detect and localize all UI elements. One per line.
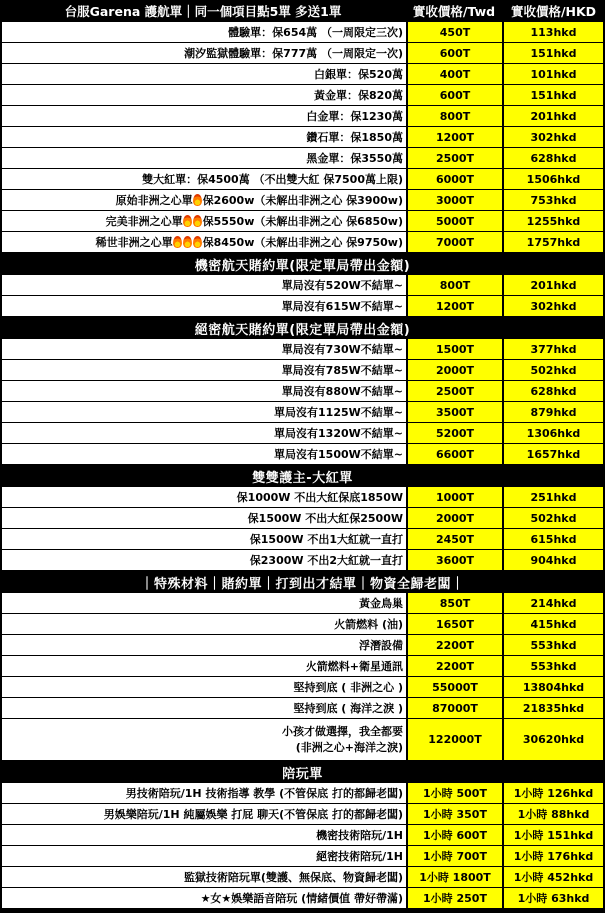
fire-icon [193, 194, 202, 206]
price-twd: 800T [408, 275, 502, 295]
price-row [0, 487, 605, 508]
fire-icon [183, 236, 192, 248]
price-hkd: 502hkd [504, 360, 603, 380]
price-hkd: 628hkd [504, 148, 603, 168]
section-title: 絕密航天賭約單(限定單局帶出金額) [194, 322, 411, 338]
price-row [0, 614, 605, 635]
item-name-prefix: 原始非洲之心單 [115, 194, 193, 207]
price-row [0, 635, 605, 656]
price-hkd: 1小時 88hkd [504, 804, 603, 824]
price-twd: 2200T [408, 635, 502, 655]
price-row [0, 360, 605, 381]
item-name: 監獄技術陪玩單(雙護、無保底、物資歸老闆) [2, 867, 406, 887]
price-twd: 5000T [408, 211, 502, 231]
fire-icon [173, 236, 182, 248]
price-row [0, 275, 605, 296]
price-table [0, 22, 605, 909]
price-row [0, 232, 605, 253]
fire-icon [193, 215, 202, 227]
item-name: 單局沒有785W不結單~ [2, 360, 406, 380]
price-hkd: 753hkd [504, 190, 603, 210]
price-row [0, 508, 605, 529]
item-name-suffix: 保5550w（未解出非洲之心 保6850w) [202, 215, 403, 228]
price-row [0, 296, 605, 317]
price-hkd: 1小時 126hkd [504, 783, 603, 803]
item-name: 火箭燃料 (油) [2, 614, 406, 634]
price-hkd: 302hkd [504, 296, 603, 316]
price-twd: 1小時 700T [408, 846, 502, 866]
item-name: 白銀單：保520萬 [2, 64, 406, 84]
price-twd: 3000T [408, 190, 502, 210]
price-row [0, 698, 605, 719]
price-twd: 1小時 1800T [408, 867, 502, 887]
item-name-prefix: 稀世非洲之心單 [95, 236, 173, 249]
price-row [0, 85, 605, 106]
col-header-hkd: 實收價格/HKD [510, 4, 597, 19]
price-hkd: 553hkd [504, 656, 603, 676]
price-hkd: 628hkd [504, 381, 603, 401]
price-twd: 7000T [408, 232, 502, 252]
item-name: 火箭燃料+衛星通訊 [2, 656, 406, 676]
price-twd: 450T [408, 22, 502, 42]
price-twd: 2450T [408, 529, 502, 549]
price-row [0, 656, 605, 677]
item-name: 體驗單：保654萬 （一周限定三次) [2, 22, 406, 42]
price-row [0, 43, 605, 64]
item-name: 浮潛設備 [2, 635, 406, 655]
price-row [0, 211, 605, 232]
price-row [0, 444, 605, 465]
item-name: 男技術陪玩/1H 技術指導 教學 (不管保底 打的都歸老闆) [2, 783, 406, 803]
price-twd: 400T [408, 64, 502, 84]
price-twd: 1000T [408, 487, 502, 507]
price-twd: 600T [408, 43, 502, 63]
price-hkd: 151hkd [504, 85, 603, 105]
price-twd: 2200T [408, 656, 502, 676]
price-hkd: 1小時 63hkd [504, 888, 603, 908]
price-twd: 1小時 600T [408, 825, 502, 845]
price-hkd: 21835hkd [504, 698, 603, 718]
price-twd: 3600T [408, 550, 502, 570]
section-title: 機密航天賭約單(限定單局帶出金額) [194, 258, 411, 274]
item-name: 單局沒有1500W不結單~ [2, 444, 406, 464]
item-name: 白金單：保1230萬 [2, 106, 406, 126]
price-twd: 122000T [408, 719, 502, 760]
price-twd: 2000T [408, 508, 502, 528]
price-hkd: 377hkd [504, 339, 603, 359]
item-name: 男娛樂陪玩/1H 純屬娛樂 打屁 聊天(不管保底 打的都歸老闆) [2, 804, 406, 824]
price-twd: 800T [408, 106, 502, 126]
price-twd: 1小時 500T [408, 783, 502, 803]
price-row [0, 550, 605, 571]
item-name: 保1500W 不出1大紅就一直打 [2, 529, 406, 549]
price-hkd: 904hkd [504, 550, 603, 570]
price-twd: 850T [408, 593, 502, 613]
price-hkd: 1757hkd [504, 232, 603, 252]
price-hkd: 201hkd [504, 275, 603, 295]
item-name-line: (非洲之心+海洋之淚) [295, 740, 403, 754]
section-title: ｜特殊材料｜賭約單｜打到出才結單｜物資全歸老闆｜ [140, 576, 465, 592]
item-name [2, 719, 406, 760]
price-hkd: 615hkd [504, 529, 603, 549]
price-row [0, 169, 605, 190]
item-name: 潮汐監獄體驗單：保777萬 （一周限定一次) [2, 43, 406, 63]
section-title: 雙雙護主-大紅單 [252, 470, 353, 486]
item-name [2, 190, 406, 210]
item-name [2, 232, 406, 252]
item-name: 鑽石單：保1850萬 [2, 127, 406, 147]
item-name [2, 211, 406, 231]
price-twd: 1小時 250T [408, 888, 502, 908]
price-row [0, 888, 605, 909]
item-name-line: 小孩才做選擇，我全都要 [282, 724, 403, 738]
price-hkd: 1306hkd [504, 423, 603, 443]
price-row [0, 529, 605, 550]
header-row [0, 0, 605, 22]
price-hkd: 151hkd [504, 43, 603, 63]
price-hkd: 101hkd [504, 64, 603, 84]
item-name: 單局沒有615W不結單~ [2, 296, 406, 316]
item-name: 保1500W 不出大紅保2500W [2, 508, 406, 528]
fire-icon [193, 236, 202, 248]
price-twd: 1650T [408, 614, 502, 634]
price-hkd: 1小時 176hkd [504, 846, 603, 866]
item-name: 保2300W 不出2大紅就一直打 [2, 550, 406, 570]
item-name: 黑金單：保3550萬 [2, 148, 406, 168]
price-twd: 2000T [408, 360, 502, 380]
price-hkd: 502hkd [504, 508, 603, 528]
price-row [0, 867, 605, 888]
price-hkd: 13804hkd [504, 677, 603, 697]
item-name: 堅持到底 ( 海洋之淚 ) [2, 698, 406, 718]
price-hkd: 302hkd [504, 127, 603, 147]
item-name: 保1000W 不出大紅保底1850W [2, 487, 406, 507]
price-row [0, 846, 605, 867]
price-row [0, 402, 605, 423]
sheet-title: 台服Garena 護航單｜同一個項目點5單 多送1單 [64, 4, 342, 19]
price-twd: 2500T [408, 381, 502, 401]
price-twd: 6000T [408, 169, 502, 189]
price-twd: 1500T [408, 339, 502, 359]
price-twd: 55000T [408, 677, 502, 697]
price-hkd: 1小時 452hkd [504, 867, 603, 887]
fire-icon [183, 215, 192, 227]
price-hkd: 251hkd [504, 487, 603, 507]
price-hkd: 113hkd [504, 22, 603, 42]
price-hkd: 553hkd [504, 635, 603, 655]
price-row [0, 64, 605, 85]
price-hkd: 30620hkd [504, 719, 603, 760]
price-row [0, 825, 605, 846]
item-name: 黃金鳥巢 [2, 593, 406, 613]
item-name: 單局沒有520W不結單~ [2, 275, 406, 295]
item-name: 雙大紅單：保4500萬 （不出雙大紅 保7500萬上限) [2, 169, 406, 189]
section-title: 陪玩單 [282, 766, 323, 782]
price-row [0, 106, 605, 127]
price-row [0, 190, 605, 211]
price-hkd: 1255hkd [504, 211, 603, 231]
item-name: 單局沒有730W不結單~ [2, 339, 406, 359]
price-hkd: 201hkd [504, 106, 603, 126]
item-name-prefix: 完美非洲之心單 [105, 215, 183, 228]
item-name: 機密技術陪玩/1H [2, 825, 406, 845]
item-name-suffix: 保8450w（未解出非洲之心 保9750w) [202, 236, 403, 249]
item-name: 單局沒有1320W不結單~ [2, 423, 406, 443]
price-twd: 2500T [408, 148, 502, 168]
item-name: 單局沒有1125W不結單~ [2, 402, 406, 422]
price-row [0, 804, 605, 825]
price-twd: 1200T [408, 296, 502, 316]
price-row [0, 783, 605, 804]
col-header-twd: 實收價格/Twd [412, 4, 496, 19]
price-twd: 3500T [408, 402, 502, 422]
item-name: 絕密技術陪玩/1H [2, 846, 406, 866]
price-twd: 600T [408, 85, 502, 105]
price-row [0, 127, 605, 148]
price-row [0, 339, 605, 360]
price-row [0, 22, 605, 43]
price-twd: 5200T [408, 423, 502, 443]
price-row [0, 719, 605, 761]
item-name: 堅持到底 ( 非洲之心 ) [2, 677, 406, 697]
price-twd: 1小時 350T [408, 804, 502, 824]
price-row [0, 677, 605, 698]
item-name: 單局沒有880W不結單~ [2, 381, 406, 401]
price-hkd: 1506hkd [504, 169, 603, 189]
price-hkd: 1小時 151hkd [504, 825, 603, 845]
price-hkd: 1657hkd [504, 444, 603, 464]
price-twd: 6600T [408, 444, 502, 464]
price-hkd: 879hkd [504, 402, 603, 422]
item-name-suffix: 保2600w（未解出非洲之心 保3900w) [202, 194, 403, 207]
price-row [0, 381, 605, 402]
price-twd: 1200T [408, 127, 502, 147]
price-twd: 87000T [408, 698, 502, 718]
price-row [0, 593, 605, 614]
item-name: ★女★娛樂語音陪玩 (情緒價值 帶好帶滿) [2, 888, 406, 908]
item-name: 黃金單：保820萬 [2, 85, 406, 105]
price-hkd: 415hkd [504, 614, 603, 634]
price-hkd: 214hkd [504, 593, 603, 613]
price-row [0, 423, 605, 444]
price-row [0, 148, 605, 169]
